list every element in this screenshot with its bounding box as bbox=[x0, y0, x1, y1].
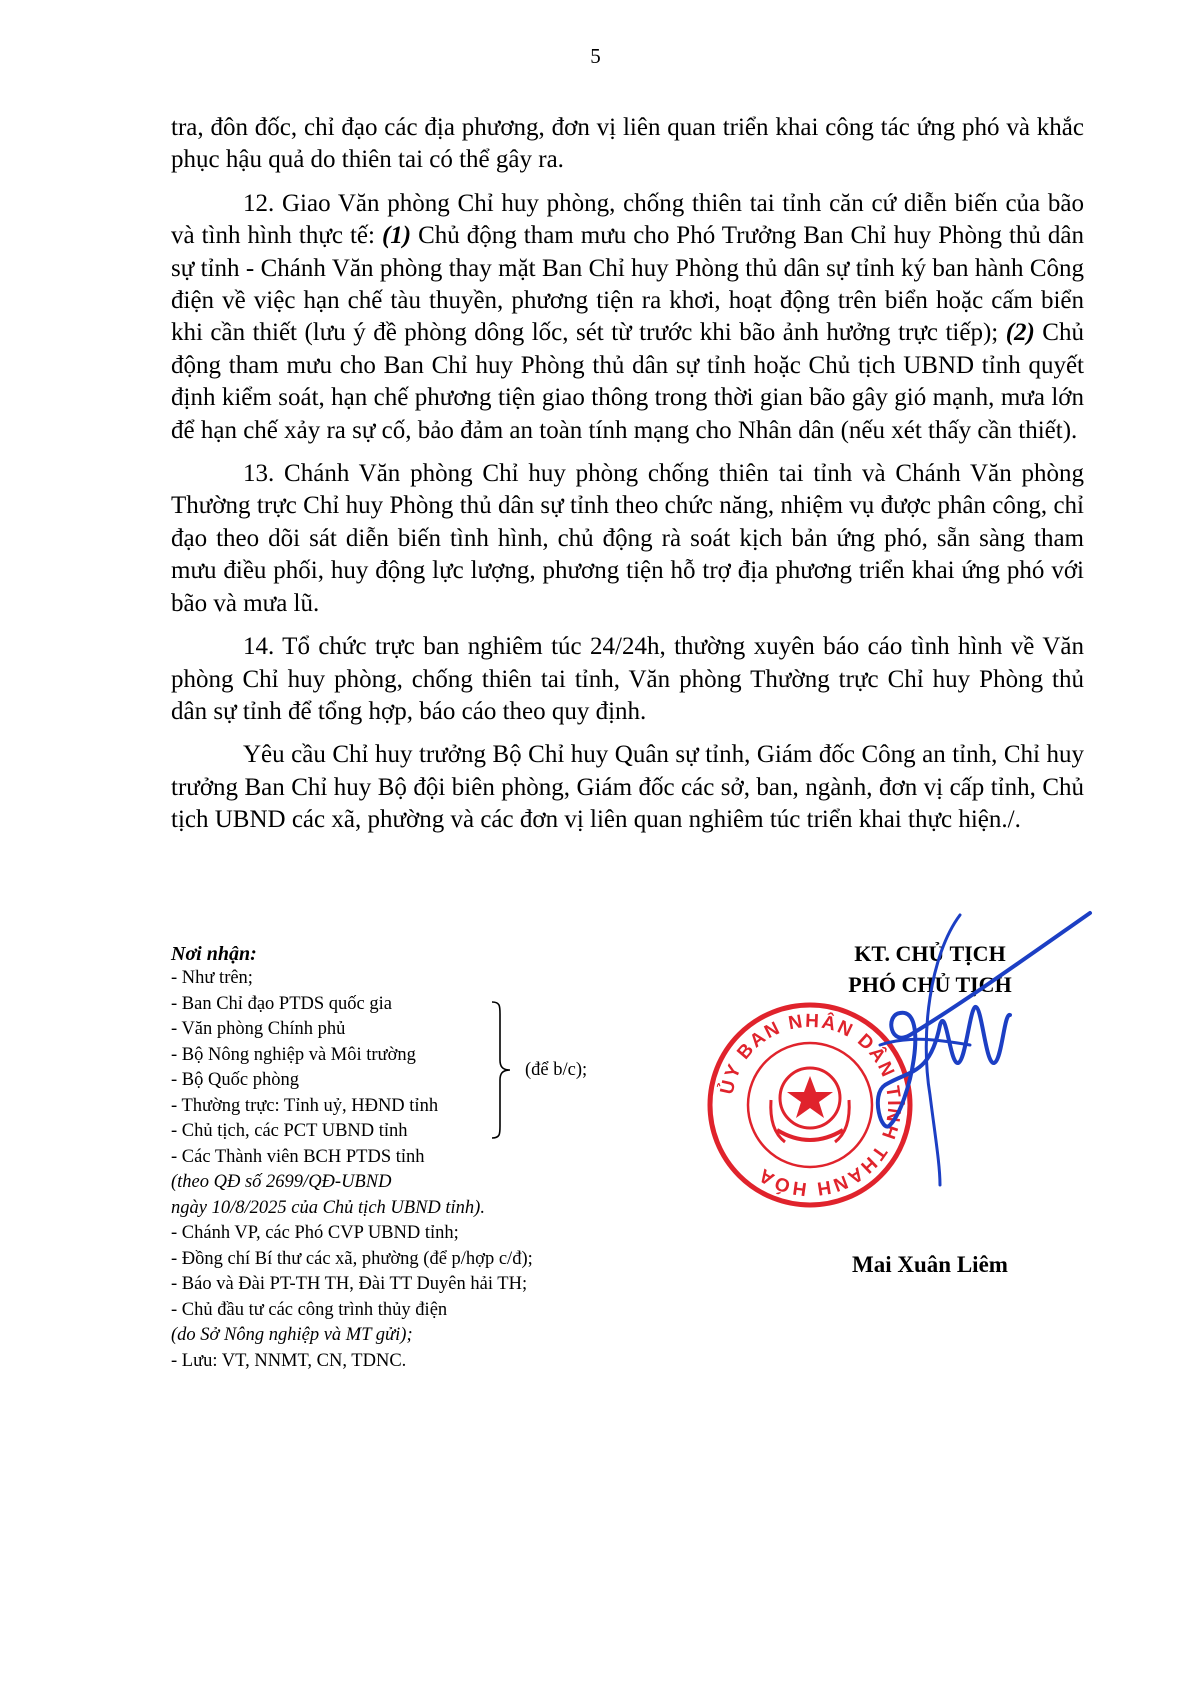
p12-text-a: 12. Giao Văn phòng Chỉ huy phòng, chống thiên tai tỉnh căn cứ diễn biến của bão và tình hình thực tế: bbox=[171, 189, 1084, 250]
p12-marker-1: (1) bbox=[381, 222, 412, 250]
paragraph-12 bbox=[171, 188, 1084, 447]
paragraph-continuation: tra, đôn đốc, chỉ đạo các địa phương, đơn vị liên quan triển khai công tác ứng phó và khắc phục hậu quả do thiên tai có thể gây ra. bbox=[171, 114, 1084, 174]
recipient-item: - Các Thành viên BCH PTDS tỉnh bbox=[171, 1146, 425, 1167]
recipient-item: - Chánh VP, các Phó CVP UBND tỉnh; bbox=[171, 1223, 459, 1243]
recipient-item: - Chủ tịch, các PCT UBND tỉnh bbox=[171, 1121, 408, 1141]
recipient-item: - Ban Chỉ đạo PTDS quốc gia bbox=[171, 993, 392, 1014]
p12-text-b: Chủ động tham mưu cho Phó Trưởng Ban Chỉ huy Phòng thủ dân sự tỉnh - Chánh Văn phòng thay mặt Ban Chỉ huy Phòng thủ dân sự tỉnh ký ban hành Công điện về việc hạn chế tàu thuyền, phương tiện ra khơi, hoạt động trên biển hoặc cấm biển khi cần thiết (lưu ý đề phòng dông lốc, sét từ trước khi bão ảnh hưởng trực tiếp); bbox=[171, 222, 1085, 347]
recipient-item: - Văn phòng Chính phủ bbox=[171, 1019, 346, 1039]
recipient-item: - Lưu: VT, NNMT, CN, TDNC. bbox=[171, 1350, 407, 1371]
recipients-heading: Nơi nhận: bbox=[171, 943, 257, 965]
handwritten-signature bbox=[790, 895, 1110, 1195]
recipient-item: - Như trên; bbox=[171, 968, 253, 988]
paragraph-14: 14. Tổ chức trực ban nghiêm túc 24/24h, thường xuyên báo cáo tình hình về Văn phòng Chỉ huy phòng, chống thiên tai tỉnh, Văn phòng Thường trực Chỉ huy Phòng thủ dân sự tỉnh để tổng hợp, báo cáo theo quy định. bbox=[171, 633, 1084, 725]
signer-name: Mai Xuân Liêm bbox=[852, 1252, 1008, 1277]
signature-title-line2: PHÓ CHỦ TỊCH bbox=[848, 972, 1012, 997]
recipient-item: - Chủ đầu tư các công trình thủy điện bbox=[171, 1299, 448, 1320]
curly-brace bbox=[490, 1000, 514, 1140]
recipient-item: - Thường trực: Tỉnh uỷ, HĐND tỉnh bbox=[171, 1095, 439, 1116]
signature-title-line1: KT. CHỦ TỊCH bbox=[854, 941, 1006, 966]
recipient-item: - Báo và Đài PT-TH TH, Đài TT Duyên hải TH; bbox=[171, 1274, 528, 1294]
recipients-block bbox=[171, 942, 731, 1374]
bracket-note: (để b/c); bbox=[525, 1060, 588, 1080]
p12-marker-2: (2) bbox=[1005, 319, 1035, 347]
seal-text: ỦY BAN NHÂN DÂN TỈNH THANH HÓA bbox=[716, 1010, 905, 1200]
p12-text-c: Chủ động tham mưu cho Ban Chỉ huy Phòng thủ dân sự tỉnh hoặc Chủ tịch UBND tỉnh quyết định kiểm soát, hạn chế phương tiện giao thông trong thời gian bão gây gió mạnh, mưa lớn để hạn chế xảy ra sự cố, bảo đảm an toàn tính mạng cho Nhân dân (nếu xét thấy cần thiết). bbox=[171, 319, 1084, 444]
page-number: 5 bbox=[590, 44, 601, 68]
recipient-note: ngày 10/8/2025 của Chủ tịch UBND tỉnh). bbox=[171, 1197, 485, 1218]
paragraph-closing: Yêu cầu Chỉ huy trưởng Bộ Chỉ huy Quân sự tỉnh, Giám đốc Công an tỉnh, Chỉ huy trưởng Ban Chỉ huy Bộ đội biên phòng, Giám đốc các sở, ban, ngành, đơn vị cấp tỉnh, Chủ tịch UBND các xã, phường và các đơn vị liên quan nghiêm túc triển khai thực hiện./. bbox=[171, 741, 1084, 834]
recipient-note: (theo QĐ số 2699/QĐ-UBND bbox=[171, 1172, 392, 1192]
recipient-item: - Bộ Quốc phòng bbox=[171, 1070, 299, 1090]
paragraph-13: 13. Chánh Văn phòng Chỉ huy phòng chống thiên tai tỉnh và Chánh Văn phòng Thường trực Chỉ huy Phòng thủ dân sự tỉnh theo chức năng, nhiệm vụ được phân công, chỉ đạo theo dõi sát diễn biến tình hình, chủ động rà soát kịch bản ứng phó, sẵn sàng tham mưu điều phối, huy động lực lượng, phương tiện hỗ trợ địa phương triển khai ứng phó với bão và mưa lũ. bbox=[171, 460, 1084, 617]
recipient-item: - Bộ Nông nghiệp và Môi trường bbox=[171, 1044, 416, 1065]
recipient-item: - Đồng chí Bí thư các xã, phường (để p/hợp c/đ); bbox=[171, 1248, 533, 1269]
document-body bbox=[171, 112, 1084, 848]
recipient-note: (do Sở Nông nghiệp và MT gửi); bbox=[171, 1325, 413, 1345]
